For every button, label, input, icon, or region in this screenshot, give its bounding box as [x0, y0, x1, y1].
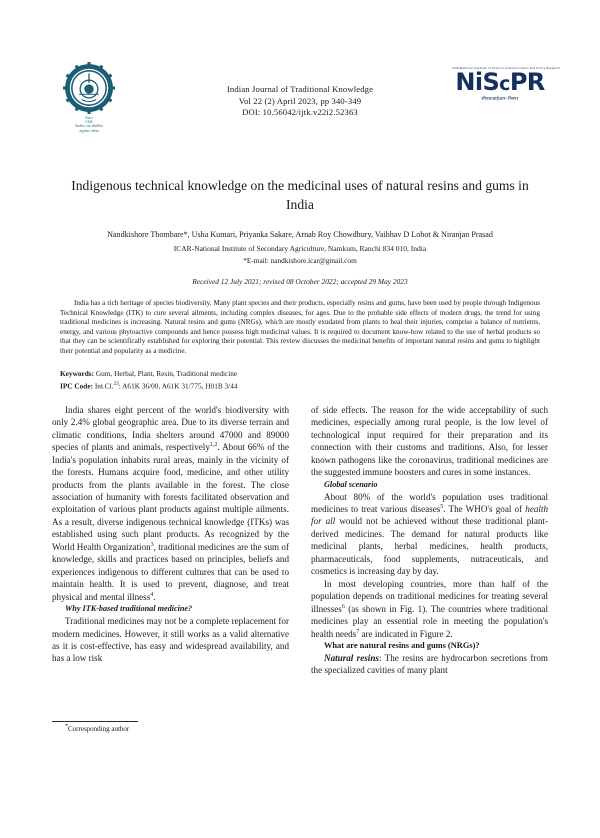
- developing-text-part-3: are indicated in Figure 2.: [359, 628, 453, 639]
- global-text-part-2: . The WHO's goal of: [443, 503, 526, 514]
- niscpr-hindi-subtitle: सीएसआईआर–निस्पर: [481, 97, 519, 102]
- intro-text-part-2: . About 66% of the India's population inhabits rural areas, mainly in the vicinity of the forests. Humans acquire food, medicine, and other utility products from the plants available in the forest. The close association of humanity with forests facilitated observation and exploitation of various plant products against multiple ailments. As a result, diverse indigenous technical knowledge (ITKs) was established using such plant products. As recognized by the World Health Organization: [52, 442, 289, 552]
- intro-text-part-3: , traditional medicines are the sum of knowledge, skills and practices based on principles, beliefs and experiences indigenous to different cultures that can be used to maintain health. It is used to prevent, diagnose, and treat physical and mental illness: [52, 541, 289, 602]
- page-title: Indigenous technical knowledge on the medicinal uses of natural resins and gums in India: [71, 178, 529, 212]
- footnote-asterisk: *: [65, 723, 68, 730]
- right-column: [311, 404, 548, 734]
- csir-caption-line-3: वैज्ञानिक तथा औद्योगिक: [75, 124, 103, 129]
- health-for-all-phrase: health for all: [311, 503, 548, 527]
- niscpr-letter-s: S: [482, 68, 500, 96]
- global-text-part-3: would not be achieved without these traditional plant-derived medicines. The demand for natural products like medicinal plants, herbal medicines, health products, pharmaceuticals, food supplements, nutraceuticals, and cosmetics is increasing day by day.: [311, 516, 548, 577]
- abstract: India has a rich heritage of species biodiversity. Many plant species and their products, especially resins and gums, have been used by people through Indigenous Technical Knowledge (ITK) to cure several ailments, including complex diseases, for ages. Due to the probable side effects of modern drugs, the trend for using traditional medicines is increasing. Natural resins and gums (NRGs), which are mostly exudated from plants to heal their injuries, comprise a balance of nutrients, energy, and various phytoactive compounds and hence possess high medicinal values. It is required to document know-how related to the use of herbal products so that they can be scientifically established for exploring their potential. This review discusses the medicinal benefits of important natural resins and gums to highlight their potential and popularity as a medicine.: [60, 299, 540, 355]
- left-column: [52, 404, 289, 734]
- niscpr-letter-c: c: [499, 73, 510, 95]
- intro-text-part-1: India shares eight percent of the world's biodiversity with only 2.4% global geographic area. Due to its diverse terrain and climatic conditions, India shelters around 47000 and 89000 species of plants and animals, respectively: [52, 404, 289, 453]
- niscpr-letter-i: i: [474, 68, 483, 96]
- masthead: [52, 62, 561, 154]
- developing-text-part-2: (as shown in Fig. 1). The countries where traditional medicines play an essential role in meeting the population's health needs: [311, 603, 548, 639]
- journal-name: Indian Journal of Traditional Knowledge: [226, 84, 374, 94]
- section-heading-global-scenario: Global scenario: [324, 479, 378, 489]
- corresponding-author-footnote: [52, 725, 289, 734]
- natural-resins-lead-in: Natural resins: [324, 652, 379, 663]
- section-heading-why-itk: Why ITK-based traditional medicine?: [65, 604, 193, 614]
- ipc-value: : A61K 36/00, A61K 31/775, H01B 3/44: [118, 381, 238, 391]
- citation-ref-6: 6: [341, 603, 345, 610]
- developing-countries-paragraph: [311, 578, 548, 640]
- keywords-line: [60, 368, 540, 379]
- author-list: Nandkishore Thombare*, Usha Kumari, Priyanka Sakare, Arnab Roy Chowdhury, Vaibhav D Lohot & Niranjan Prasad: [107, 230, 493, 239]
- keywords-block: [60, 368, 540, 392]
- keywords-label: Keywords:: [60, 368, 95, 378]
- niscpr-logo: [452, 66, 561, 103]
- footnote-text: Corresponding author: [68, 724, 130, 733]
- journal-doi: DOI: 10.56042/ijtk.v22i2.52363: [242, 107, 358, 117]
- global-text-part-1: About 80% of the world's population uses traditional medicines to treat various diseases: [311, 491, 548, 514]
- submission-dates: Received 12 July 2021; revised 08 October 2022; accepted 29 May 2023: [192, 277, 408, 286]
- why-itk-paragraph: Traditional medicines may not be a complete replacement for modern medicines. However, it still works as a valid alternative as it is cost-effective, has easy and widespread availability, and has a low risk: [52, 616, 289, 664]
- citation-ref-1-2: 1,2: [209, 442, 218, 449]
- niscpr-logo-tagline: CSIR-National Institute of Science Communication and Policy Research: [452, 66, 561, 70]
- ipc-prefix: Int.Cl.: [94, 381, 114, 391]
- footnote-area: [52, 714, 289, 734]
- natural-resins-paragraph: [311, 652, 548, 677]
- csir-logo-caption: [56, 116, 122, 133]
- ipc-code-line: [60, 379, 540, 392]
- keywords-value: Gum, Herbal, Plant, Resin, Traditional medicine: [95, 368, 238, 378]
- section-heading-what-are-nrgs: What are natural resins and gums (NRGs)?: [324, 640, 480, 650]
- niscpr-letters-pr: PR: [509, 68, 545, 96]
- intro-paragraph: [52, 404, 289, 603]
- affiliation: ICAR-National Institute of Secondary Agriculture, Namkum, Ranchi 834 010, India: [173, 244, 427, 253]
- citation-ref-3: 3: [150, 541, 154, 548]
- developing-text-part-1: In most developing countries, more than half of the population depends on traditional medicines for treating several illnesses: [311, 578, 548, 614]
- ipc-superscript: 23: [113, 380, 119, 387]
- csir-caption-line-4: अनुसंधान परिषद: [79, 128, 99, 133]
- niscpr-wordmark: [452, 70, 548, 96]
- niscpr-letter-n: N: [455, 68, 475, 96]
- footnote-divider: [52, 721, 138, 722]
- global-scenario-paragraph: [311, 491, 548, 578]
- csir-caption-line-1: विज्ञान: [85, 116, 93, 120]
- journal-volume-pages: Vol 22 (2) April 2023, pp 340-349: [238, 95, 362, 106]
- csir-caption-line-2: CSIR: [85, 120, 93, 125]
- intro-text-part-4: .: [153, 591, 156, 602]
- citation-ref-7: 7: [356, 628, 360, 635]
- ipc-label: IPC Code:: [60, 381, 94, 391]
- natural-resins-text: : The resins are hydrocarbon secretions from the specialized cavities of many plant: [311, 652, 549, 676]
- journal-article-page: [0, 62, 600, 838]
- body-columns: [52, 404, 548, 734]
- side-effects-paragraph: of side effects. The reason for the wide acceptability of such medicines, especially among rural people, is the low level of technological input required for their preparation and its connection with their customs and traditions. Also, for lesser known pathogens like the coronavirus, traditional medicines are the suggested immune boosters and cures in some instances.: [311, 404, 548, 478]
- citation-ref-5: 5: [440, 503, 444, 510]
- citation-ref-4: 4: [150, 591, 154, 598]
- corresponding-email: *E-mail: nandkishore.icar@gmail.com: [243, 256, 357, 265]
